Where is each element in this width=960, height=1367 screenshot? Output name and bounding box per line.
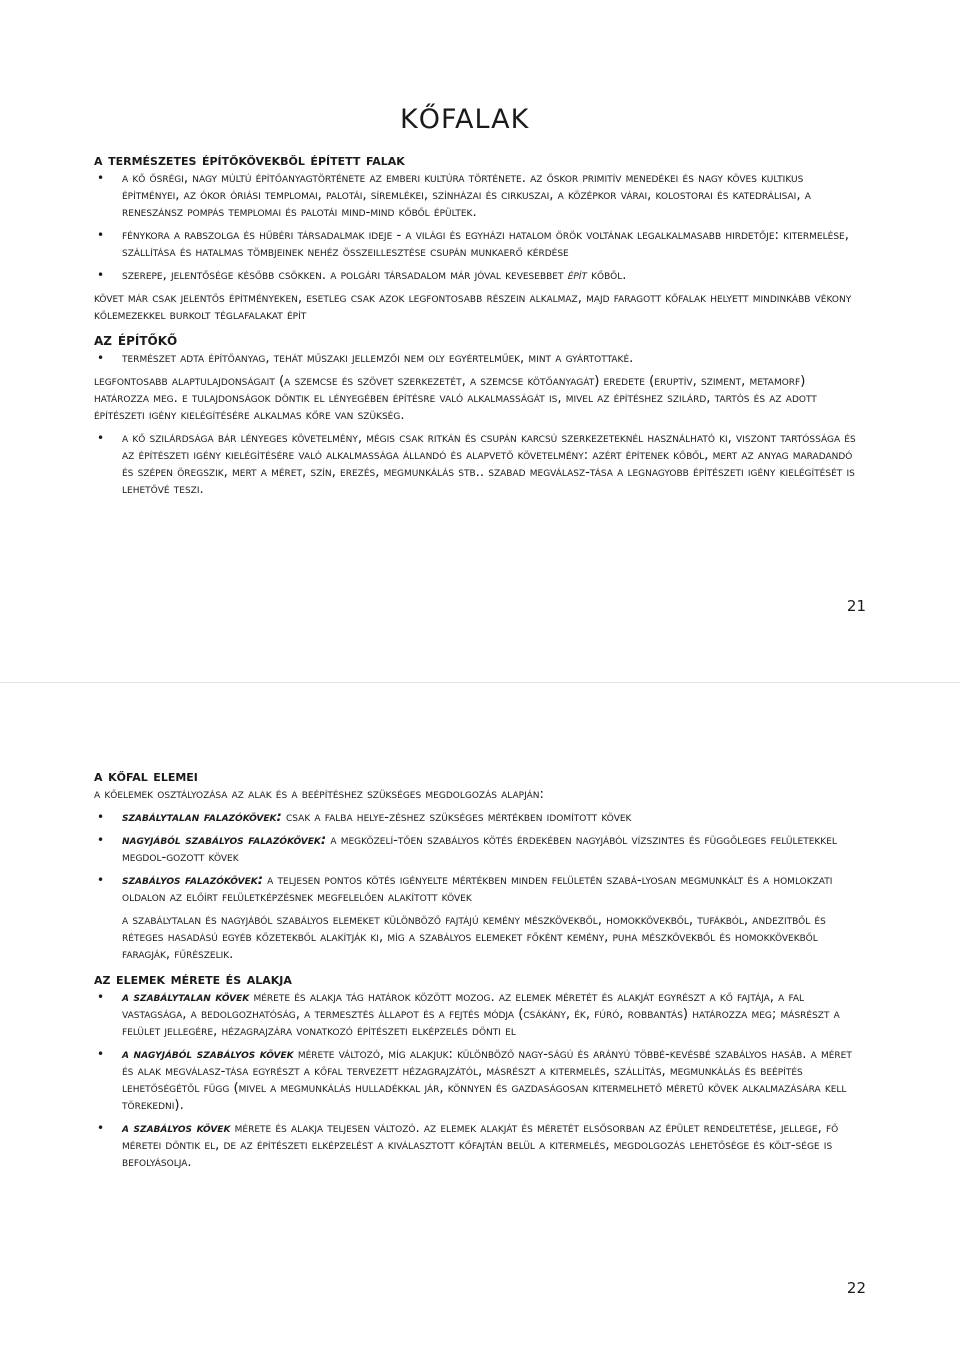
bullet-icon: • xyxy=(97,1047,105,1061)
bullet-icon: • xyxy=(97,351,105,365)
list-item: • a kő ősrégi, nagy múltú építőanyagtörténete az emberi kultúra története. az őskor primitív menedékei és nagy köves kultikus építményei, az ókor óriási templomai, palotái, síremlékei, színházai és cirkuszai, a középkor várai, kolostorai és katedrálisai, a reneszánsz pompás templomai és palotái mind-mind kőből épültek. xyxy=(97,171,811,220)
list-item: • szabálytalan falazókövek: csak a falba helye-zéshez szükséges mértékben idomított kövek xyxy=(97,810,632,825)
bullet-list xyxy=(94,170,860,284)
list-item: • a nagyjából szabályos kövek mérete változó, míg alakjuk: különböző nagy-ságú és arányú többé-kevésbé szabályos hasáb. a méret és alak megválasz-tása egyrészt a kőfal tervezett hézagrajzától, másrészt a kitermelés, szállítás, megmunkálás és beépítés lehetőségétől függ (mivel a megmunkálás hulladékkal jár, könnyen és gazdaságosan kitermelhető méretű kövek alkalmazására kell törekedni). xyxy=(97,1047,852,1113)
list-item: • a szabályos kövek mérete és alakja teljesen változó. az elemek alakját és méretét elsősorban az épület rendeltetése, jellege, fő méretei döntik el, de az építészeti elképzelést a kiválasztott kőfajtán belül a kitermelés, megdolgozás lehetősége és költ-sége is befolyásolja. xyxy=(97,1121,839,1170)
bullet-icon: • xyxy=(97,990,105,1004)
paragraph: a szabálytalan és nagyjából szabályos elemeket különböző fajtájú kemény mészkövekből, homokkövekből, tufákból, andezitből és réteges hasadású egyéb kőzetekből alakítják ki, míg a szabályos elemeket főként kemény, puha mészkövekből és homokkövekből faragják, fűrészelik. xyxy=(122,913,826,962)
classification-list xyxy=(94,809,860,906)
size-shape-list xyxy=(94,989,860,1171)
page-title: kőfalak xyxy=(400,93,530,137)
list-item: • a szabálytalan kövek mérete és alakja tág határok között mozog. az elemek méretét és alakját egyrészt a kő fajtája, a fal vastagsága, a bedolgozhatóság, a termesztés állapot és a fejtés módja (csákány, ék, fúró, robbantás) határozza meg; másrészt a felület jellegére, hézagrajzára vonatkozó építészeti elképzelés dönti el xyxy=(97,990,840,1039)
bullet-icon: • xyxy=(97,810,105,824)
page-divider xyxy=(0,682,960,683)
bullet-icon: • xyxy=(97,431,105,445)
intro-text: a kőelemek osztályozása az alak és a beépítéshez szükséges megdolgozás alapján: xyxy=(94,787,544,802)
bullet-icon: • xyxy=(97,1121,105,1135)
section-heading-2: az építőkő xyxy=(94,330,178,350)
bullet-icon: • xyxy=(97,833,105,847)
section-heading: a kőfal elemei xyxy=(94,766,198,785)
section-heading: a természetes építőkövekből épített falak xyxy=(94,150,405,169)
bullet-icon: • xyxy=(97,228,105,242)
bullet-list-3 xyxy=(94,430,860,498)
page-22 xyxy=(0,685,960,1367)
page-number: 21 xyxy=(846,597,866,615)
page-22-content xyxy=(94,766,860,1177)
section-heading-2: az elemek mérete és alakja xyxy=(94,969,292,988)
list-item: • szabályos falazókövek: a teljesen pontos kötés igényelte mértékben minden felületén szabá-lyosan megmunkált és a homlokzati oldalon az előírt felületképzésnek megfelelően alakított kövek xyxy=(97,873,833,905)
list-item: • nagyjából szabályos falazókövek: a megközelí-tően szabályos kötés érdekében nagyjából vízszintes és függőleges felületekkel megdol-gozott kövek xyxy=(97,833,837,865)
bullet-icon: • xyxy=(97,873,105,887)
paragraph: követ már csak jelentős építményeken, esetleg csak azok legfontosabb részein alkalmaz, majd faragott kőfalak helyett mindinkább vékony kőlemezekkel burkolt téglafalakat épít xyxy=(94,291,852,323)
bullet-icon: • xyxy=(97,268,105,282)
page-21 xyxy=(0,0,960,640)
list-item: • szerepe, jelentősége később csökken. a polgári társadalom már jóval kevesebbet épít kőből. xyxy=(97,268,627,283)
page-number: 22 xyxy=(846,1279,866,1297)
list-item: • a kő szilárdsága bár lényeges követelmény, mégis csak ritkán és csupán karcsú szerkezeteknél használható ki, viszont tartóssága és az építészeti igény kielégítésére való alkalmassága állandó és alapvető követelmény: azért építenek kőből, mert az anyag maradandó és szépen öregszik, mert a méret, szín, erezés, megmunkálás stb.. szabad megválasz-tása a legnagyobb építészeti igény kielégítését is lehetővé teszi. xyxy=(97,431,856,497)
list-item: • természet adta építőanyag, tehát műszaki jellemzői nem oly egyértelműek, mint a gyártottaké. xyxy=(97,351,634,366)
bullet-icon: • xyxy=(97,171,105,185)
bullet-list-2 xyxy=(94,350,860,367)
page-21-content xyxy=(94,150,860,504)
paragraph-2: legfontosabb alaptulajdonságait (a szemcse és szövet szerkezetét, a szemcse kötőanyagát) eredete (eruptív, sziment, metamorf) határozza meg. e tulajdonságok döntik el lényegében építésre való alkalmasságát is, mivel az építéshez szilárd, tartós és az adott építészeti igény kielégítésére alkalmas kőre van szükség. xyxy=(94,374,817,423)
list-item: • fénykora a rabszolga és hűbéri társadalmak ideje - a világi és egyházi hatalom örök voltának legalkalmasabb hirdetője: kitermelése, szállítása és hatalmas tömbjeinek nehéz összeillesztése csupán munkaerő kérdése xyxy=(97,228,849,260)
